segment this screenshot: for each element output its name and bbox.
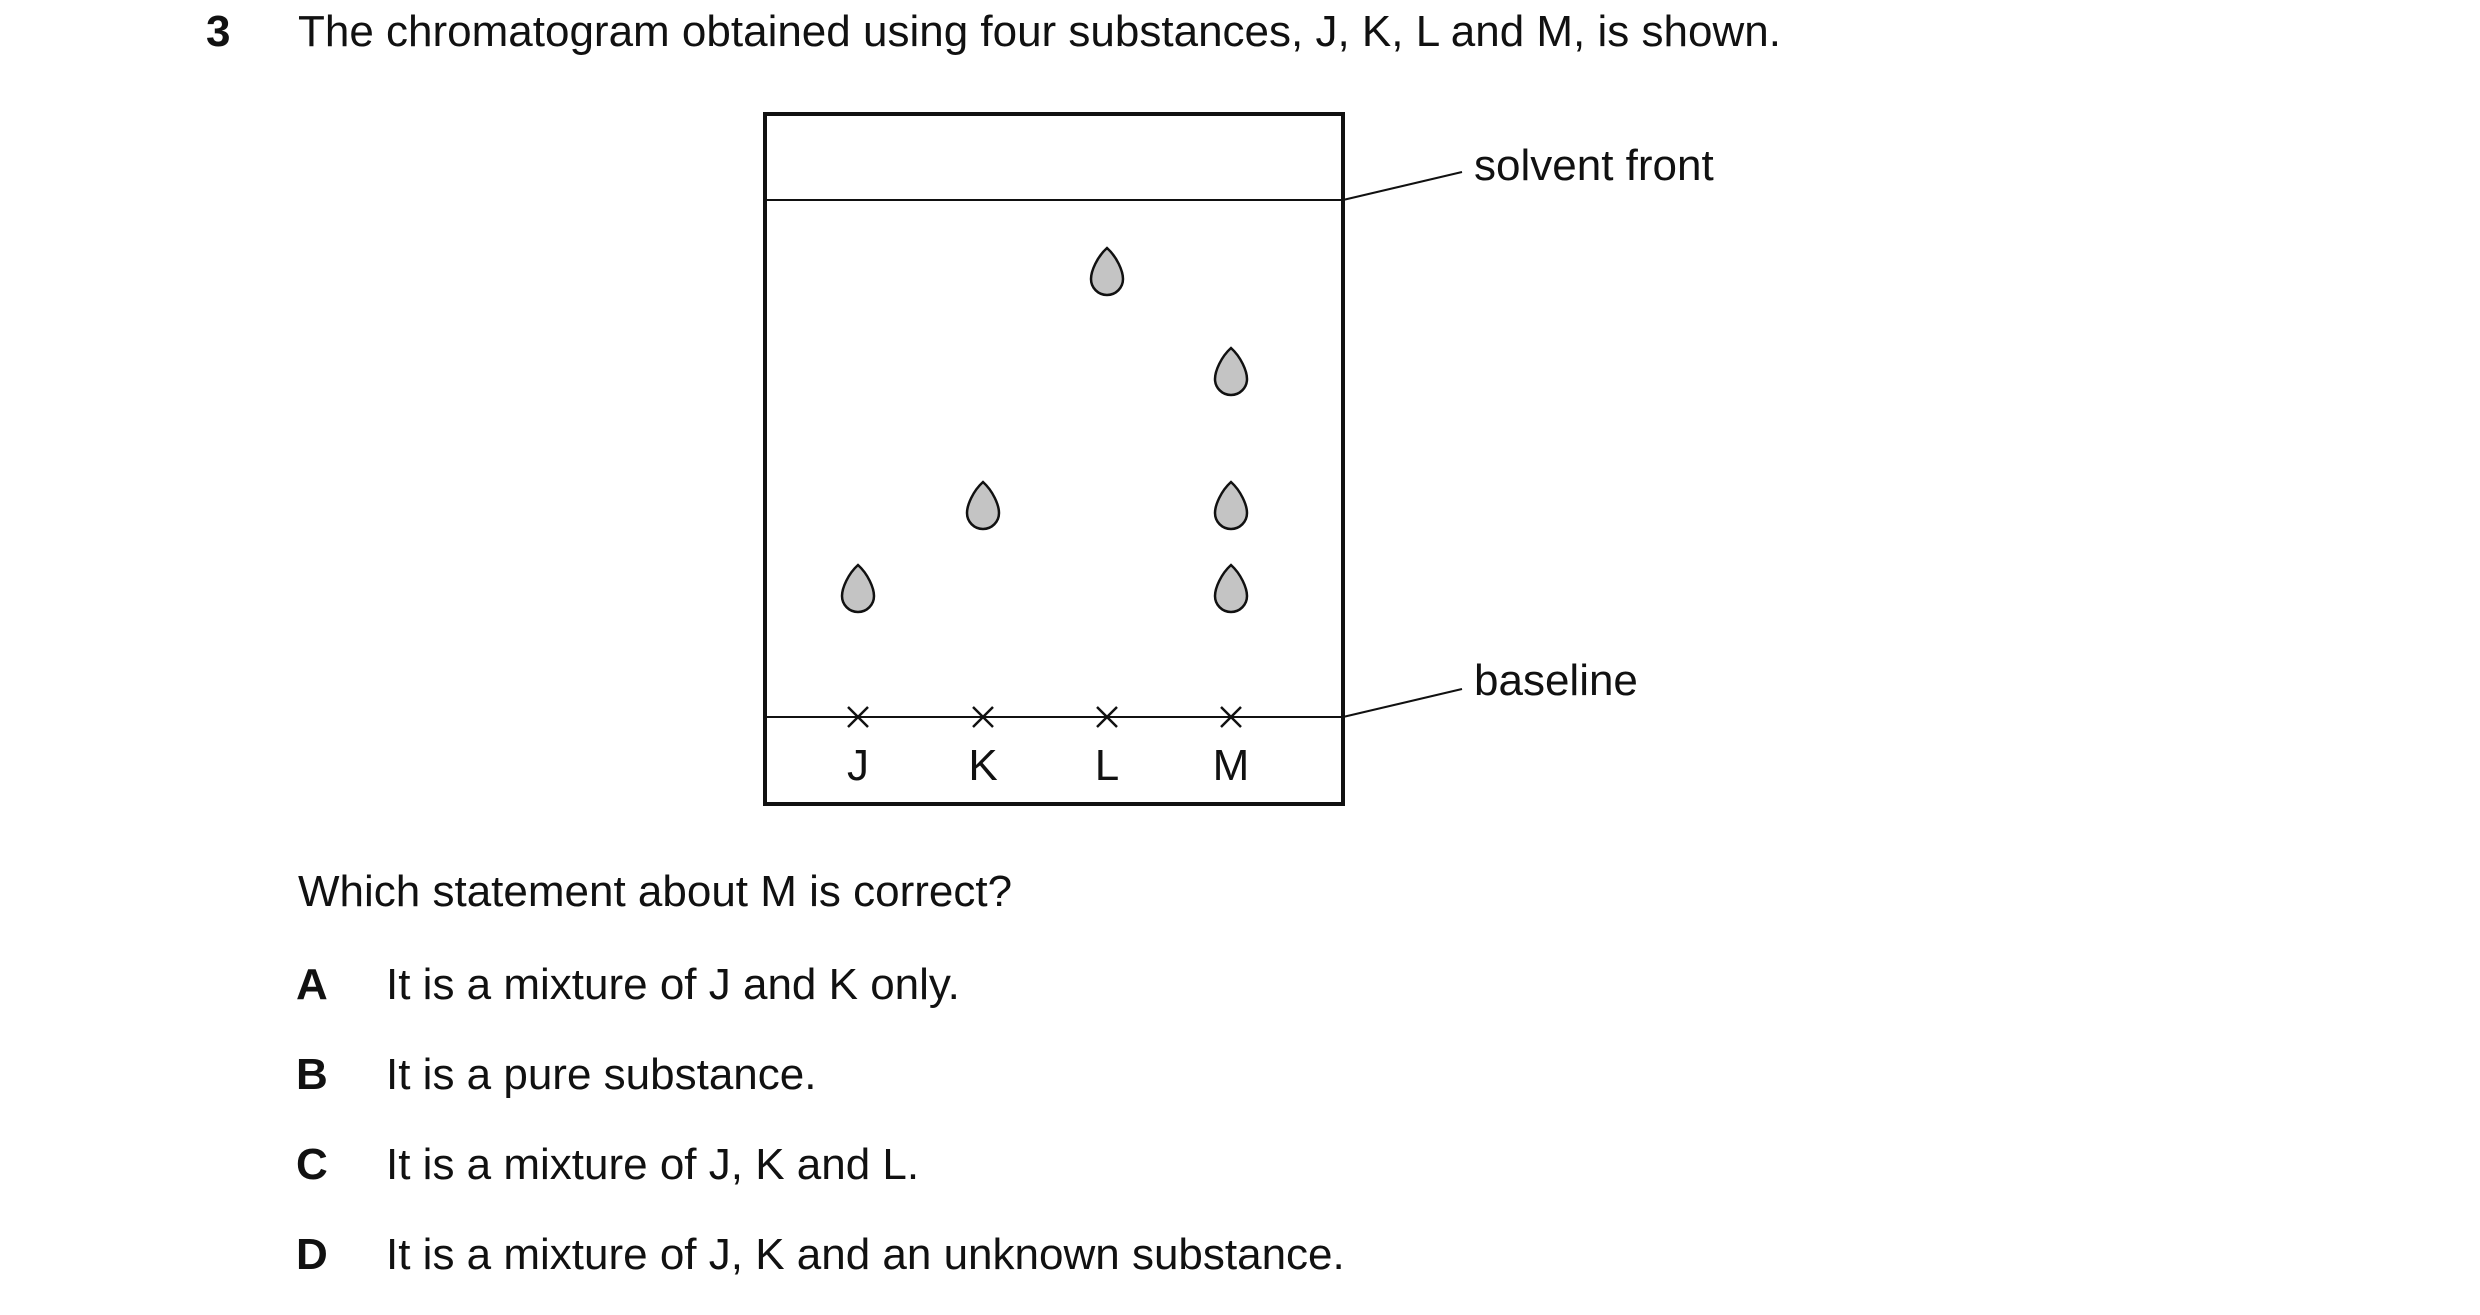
option-letter: C [296,1140,328,1189]
spot-k [967,482,999,529]
lane-label-j: J [847,741,869,790]
spot-m-3 [1215,565,1247,612]
lane-label-l: L [1094,741,1120,790]
baseline-label: baseline [1474,656,1638,705]
option-text: It is a mixture of J, K and an unknown substance. [386,1230,1345,1279]
question-prompt: Which statement about M is correct? [298,867,1013,916]
spot-m-1 [1215,348,1247,395]
option-text: It is a pure substance. [386,1050,817,1099]
solvent-front-label: solvent front [1474,141,1714,190]
spot-l [1091,248,1123,295]
option-letter: A [296,960,328,1009]
lane-label-k: K [968,741,998,790]
baseline-leader [1343,689,1462,717]
option-text: It is a mixture of J and K only. [386,960,960,1009]
lane-label-m: M [1212,741,1250,790]
chromatography-paper [765,114,1343,804]
question-stem: The chromatogram obtained using four substances, J, K, L and M, is shown. [298,7,1781,56]
solvent-front-leader [1343,172,1462,200]
option-text: It is a mixture of J, K and L. [386,1140,920,1189]
spot-m-2 [1215,482,1247,529]
question-number: 3 [206,7,231,56]
option-letter: B [296,1050,328,1099]
option-letter: D [296,1230,328,1279]
spot-j [842,565,874,612]
